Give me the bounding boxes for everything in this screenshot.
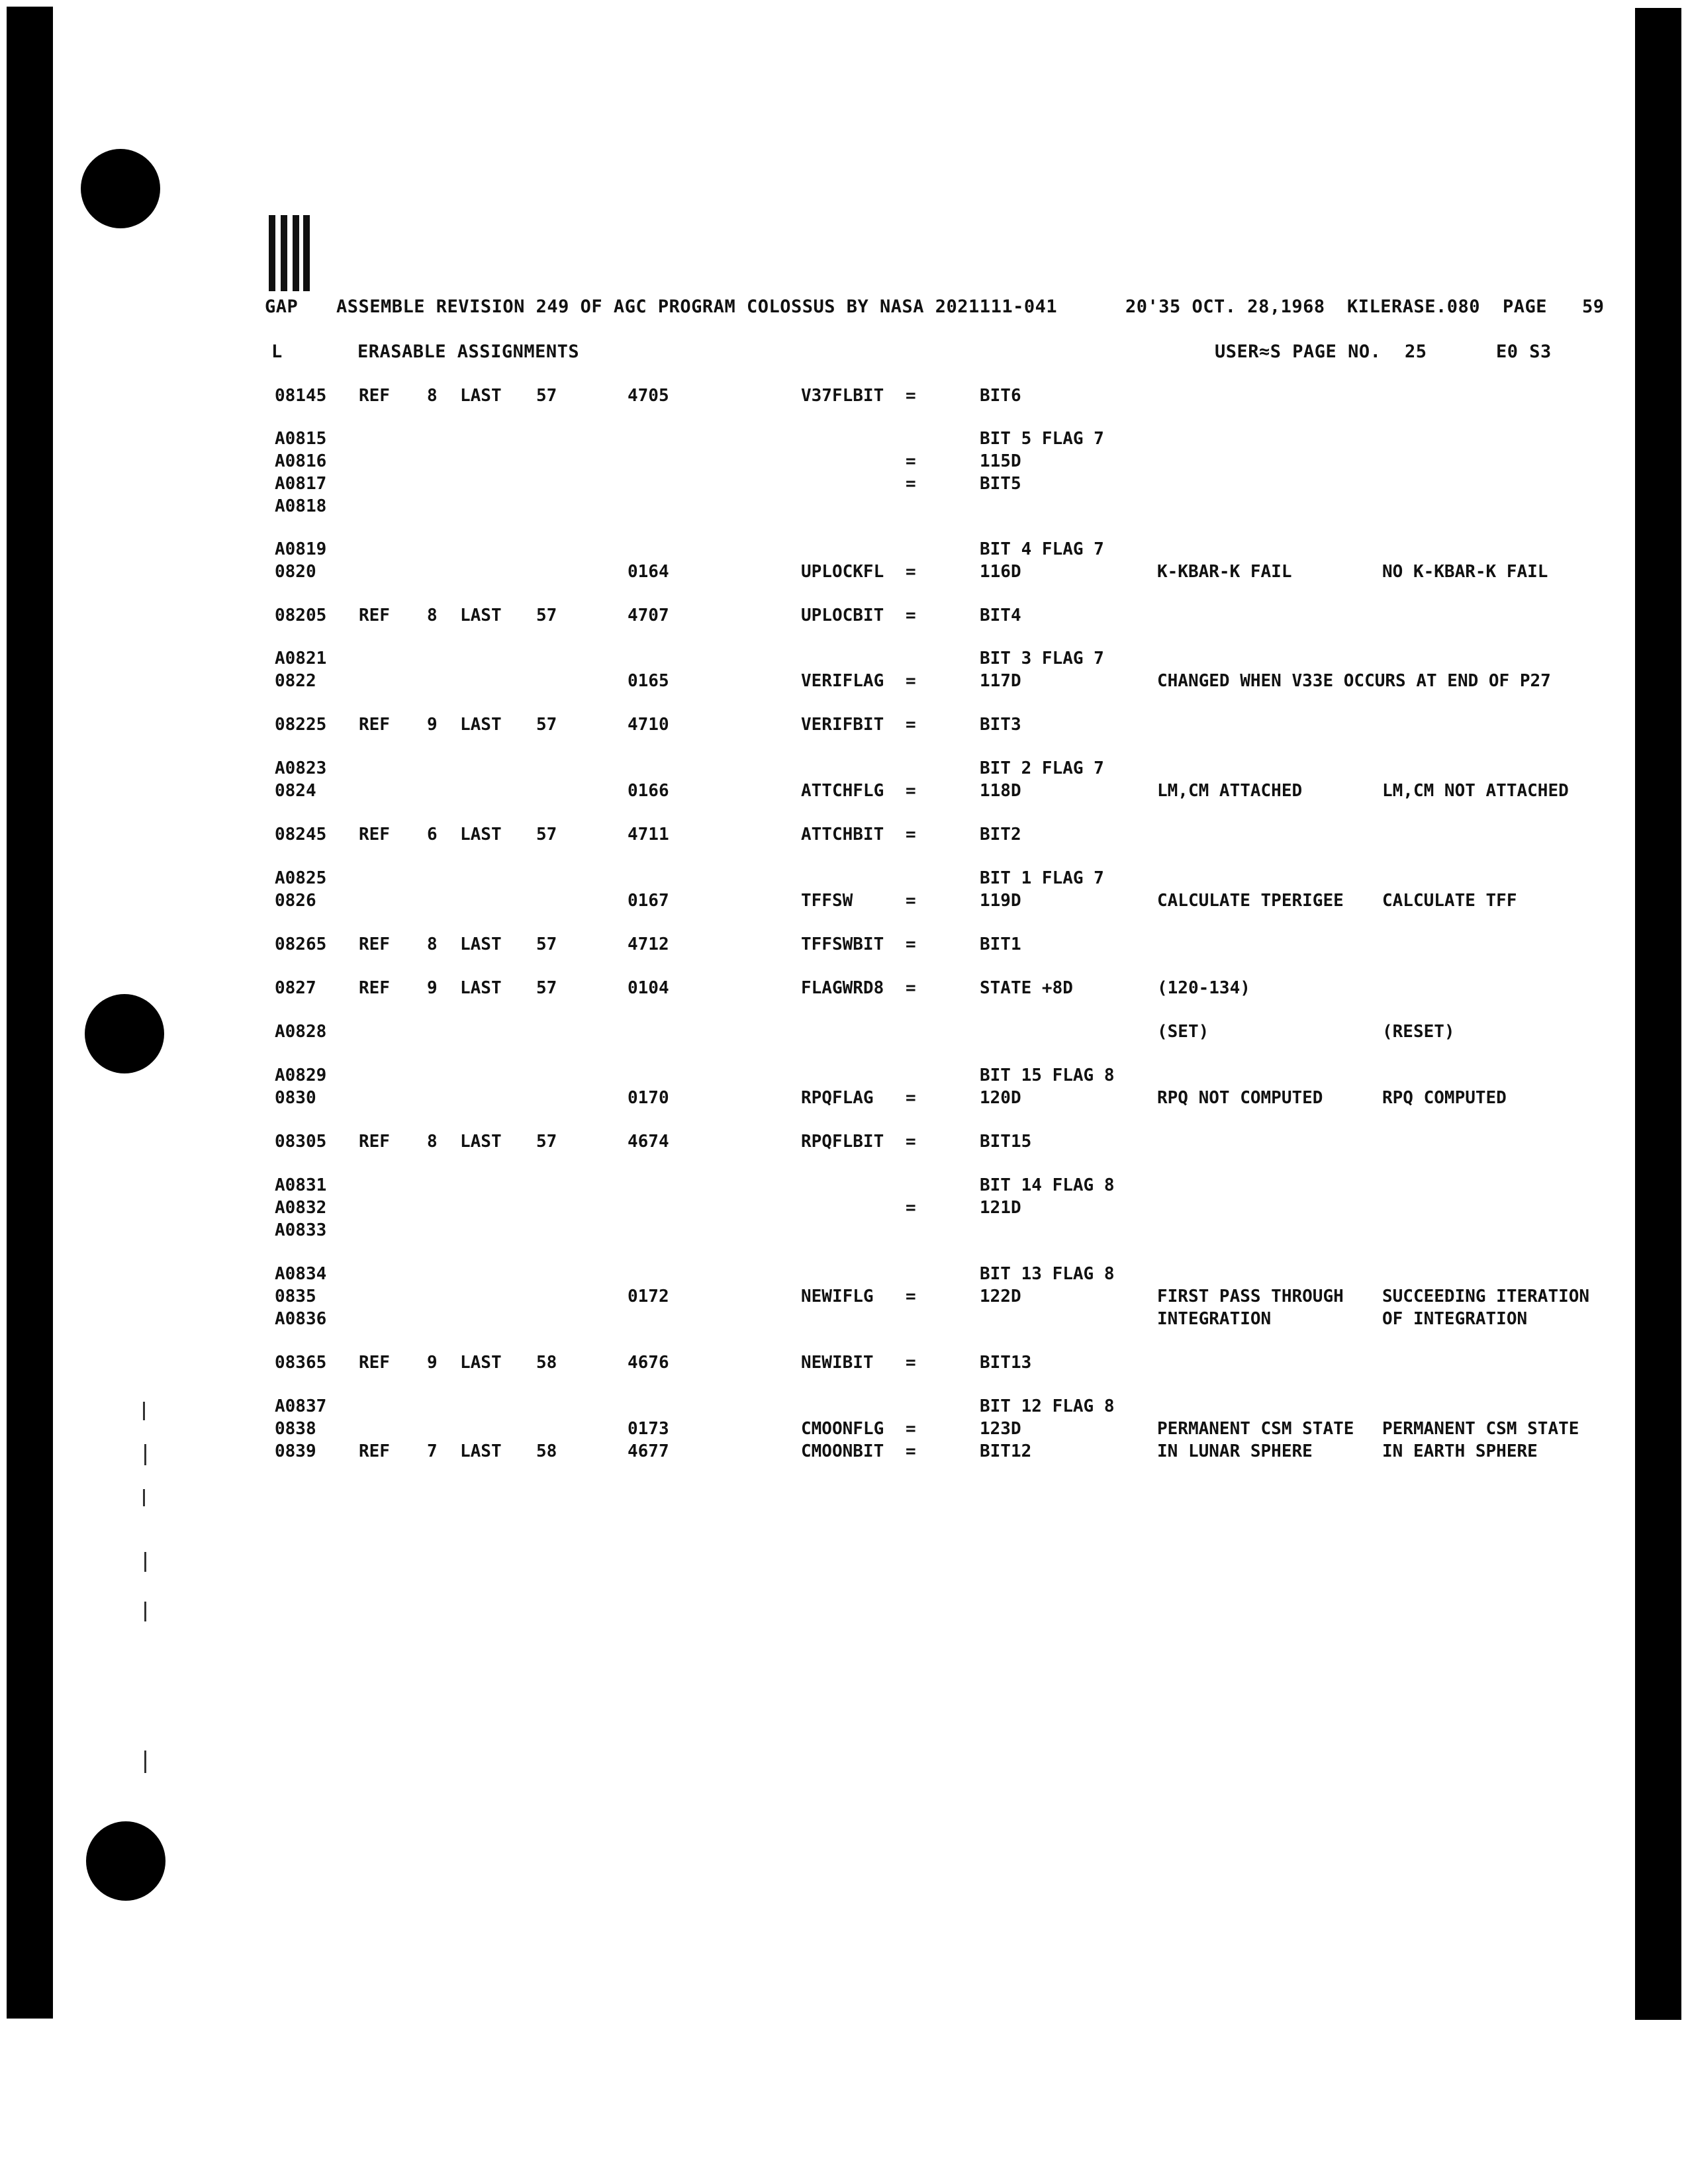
cell-ref: REF xyxy=(359,386,390,406)
cell-sym: RPQFLBIT xyxy=(801,1132,884,1152)
cell-set: LM,CM ATTACHED xyxy=(1157,781,1303,801)
cell-pg: 57 xyxy=(536,386,557,406)
cell-eq: = xyxy=(906,1198,916,1218)
cell-pg: 57 xyxy=(536,715,557,735)
cell-pg: 57 xyxy=(536,606,557,625)
cell-ln: 08205 xyxy=(275,606,327,625)
cell-addr: 4705 xyxy=(628,386,669,406)
cell-n: 8 xyxy=(427,606,438,625)
cell-eq: = xyxy=(906,934,916,954)
cell-ln: 0838 xyxy=(275,1419,316,1439)
scan-edge-left xyxy=(7,7,53,2019)
cell-ln: 0839 xyxy=(275,1441,316,1461)
cell-addr: 0167 xyxy=(628,891,669,911)
cell-set: CALCULATE TPERIGEE xyxy=(1157,891,1344,911)
punch-hole-middle xyxy=(85,994,164,1073)
cell-last: LAST xyxy=(460,934,502,954)
cell-reset: CALCULATE TFF xyxy=(1382,891,1517,911)
cell-val: BIT1 xyxy=(980,934,1021,954)
cell-ln: A0836 xyxy=(275,1309,327,1329)
cell-sym: CMOONBIT xyxy=(801,1441,884,1461)
cell-last: LAST xyxy=(460,1353,502,1373)
cell-ln: 0820 xyxy=(275,562,316,582)
cell-n: 6 xyxy=(427,825,438,844)
cell-addr: 0164 xyxy=(628,562,669,582)
margin-tick xyxy=(144,1444,146,1465)
cell-pg: 58 xyxy=(536,1441,557,1461)
cell-pg: 57 xyxy=(536,1132,557,1152)
cell-ln: A0834 xyxy=(275,1264,327,1284)
cell-reset: SUCCEEDING ITERATION xyxy=(1382,1287,1590,1306)
user-page-label: USER≈S PAGE NO. xyxy=(1215,341,1382,362)
cell-ln: 0835 xyxy=(275,1287,316,1306)
cell-sym: VERIFLAG xyxy=(801,671,884,691)
cell-last: LAST xyxy=(460,715,502,735)
cell-eq: = xyxy=(906,386,916,406)
cell-val: BIT 3 FLAG 7 xyxy=(980,649,1104,668)
cell-n: 7 xyxy=(427,1441,438,1461)
cell-eq: = xyxy=(906,1088,916,1108)
cell-set: (120-134) xyxy=(1157,978,1250,998)
cell-last: LAST xyxy=(460,978,502,998)
margin-tick xyxy=(144,1602,146,1621)
cell-val: BIT6 xyxy=(980,386,1021,406)
cell-pg: 58 xyxy=(536,1353,557,1373)
cell-sym: NEWIBIT xyxy=(801,1353,874,1373)
cell-eq: = xyxy=(906,891,916,911)
cell-val: BIT13 xyxy=(980,1353,1032,1373)
cell-ln: 08305 xyxy=(275,1132,327,1152)
cell-val: BIT 14 FLAG 8 xyxy=(980,1175,1115,1195)
cell-eq: = xyxy=(906,474,916,494)
cell-sym: CMOONFLG xyxy=(801,1419,884,1439)
header-kilerase: KILERASE.080 xyxy=(1347,296,1481,317)
header-prefix: GAP xyxy=(265,296,299,317)
cell-eq: = xyxy=(906,715,916,735)
cell-n: 9 xyxy=(427,715,438,735)
cell-ref: REF xyxy=(359,606,390,625)
cell-sym: NEWIFLG xyxy=(801,1287,874,1306)
cell-val: BIT 4 FLAG 7 xyxy=(980,539,1104,559)
cell-ln: A0829 xyxy=(275,1066,327,1085)
cell-sym: FLAGWRD8 xyxy=(801,978,884,998)
header-page-number: 59 xyxy=(1582,296,1605,317)
cell-val: BIT12 xyxy=(980,1441,1032,1461)
cell-ln: A0815 xyxy=(275,429,327,449)
cell-val: 118D xyxy=(980,781,1021,801)
cell-addr: 0173 xyxy=(628,1419,669,1439)
cell-eq: = xyxy=(906,781,916,801)
cell-set: IN LUNAR SPHERE xyxy=(1157,1441,1313,1461)
cell-val: 115D xyxy=(980,451,1021,471)
cell-val: STATE +8D xyxy=(980,978,1073,998)
cell-ln: 08265 xyxy=(275,934,327,954)
cell-ln: A0831 xyxy=(275,1175,327,1195)
margin-tick xyxy=(143,1402,145,1420)
cell-ln: 08225 xyxy=(275,715,327,735)
cell-pg: 57 xyxy=(536,825,557,844)
cell-last: LAST xyxy=(460,1441,502,1461)
user-page-number: 25 xyxy=(1405,341,1427,362)
section-letter: L xyxy=(271,341,283,362)
cell-ln: A0825 xyxy=(275,868,327,888)
cell-ln: 0830 xyxy=(275,1088,316,1108)
cell-ln: A0816 xyxy=(275,451,327,471)
cell-ln: 08245 xyxy=(275,825,327,844)
cell-eq: = xyxy=(906,1287,916,1306)
cell-reset: IN EARTH SPHERE xyxy=(1382,1441,1538,1461)
cell-last: LAST xyxy=(460,386,502,406)
cell-addr: 4676 xyxy=(628,1353,669,1373)
margin-tick xyxy=(143,1489,145,1506)
cell-val: BIT4 xyxy=(980,606,1021,625)
cell-val: BIT 2 FLAG 7 xyxy=(980,758,1104,778)
cell-eq: = xyxy=(906,562,916,582)
cell-val: 117D xyxy=(980,671,1021,691)
cell-addr: 0104 xyxy=(628,978,669,998)
cell-ref: REF xyxy=(359,1441,390,1461)
cell-addr: 4707 xyxy=(628,606,669,625)
cell-reset: PERMANENT CSM STATE xyxy=(1382,1419,1579,1439)
cell-addr: 0166 xyxy=(628,781,669,801)
cell-ln: A0828 xyxy=(275,1022,327,1042)
cell-reset: RPQ COMPUTED xyxy=(1382,1088,1507,1108)
scan-edge-right xyxy=(1635,8,1681,2020)
header-code: E0 S3 xyxy=(1496,341,1552,362)
cell-eq: = xyxy=(906,671,916,691)
cell-n: 8 xyxy=(427,1132,438,1152)
cell-eq: = xyxy=(906,606,916,625)
cell-ln: A0823 xyxy=(275,758,327,778)
cell-sym: UPLOCBIT xyxy=(801,606,884,625)
cell-addr: 4712 xyxy=(628,934,669,954)
margin-tick xyxy=(144,1552,146,1572)
cell-val: BIT2 xyxy=(980,825,1021,844)
cell-eq: = xyxy=(906,1441,916,1461)
cell-eq: = xyxy=(906,825,916,844)
punch-hole-bottom xyxy=(86,1821,165,1901)
margin-tick xyxy=(144,1751,146,1773)
cell-val: BIT15 xyxy=(980,1132,1032,1152)
cell-sym: ATTCHFLG xyxy=(801,781,884,801)
cell-ln: A0817 xyxy=(275,474,327,494)
cell-reset: OF INTEGRATION xyxy=(1382,1309,1528,1329)
cell-set: RPQ NOT COMPUTED xyxy=(1157,1088,1323,1108)
cell-pg: 57 xyxy=(536,934,557,954)
cell-sym: UPLOCKFL xyxy=(801,562,884,582)
cell-val: 122D xyxy=(980,1287,1021,1306)
cell-ref: REF xyxy=(359,1353,390,1373)
cell-ref: REF xyxy=(359,825,390,844)
cell-val: BIT5 xyxy=(980,474,1021,494)
cell-sym: V37FLBIT xyxy=(801,386,884,406)
punch-hole-top xyxy=(81,149,160,228)
cell-addr: 4677 xyxy=(628,1441,669,1461)
cell-ln: A0832 xyxy=(275,1198,327,1218)
cell-sym: VERIFBIT xyxy=(801,715,884,735)
cell-val: BIT3 xyxy=(980,715,1021,735)
header-timestamp: 20'35 OCT. 28,1968 xyxy=(1125,296,1325,317)
cell-sym: TFFSWBIT xyxy=(801,934,884,954)
cell-ln: 0827 xyxy=(275,978,316,998)
cell-last: LAST xyxy=(460,606,502,625)
cell-ref: REF xyxy=(359,934,390,954)
section-title: ERASABLE ASSIGNMENTS xyxy=(357,341,580,362)
cell-addr: 4710 xyxy=(628,715,669,735)
cell-val: BIT 15 FLAG 8 xyxy=(980,1066,1115,1085)
cell-val: BIT 12 FLAG 8 xyxy=(980,1396,1115,1416)
cell-ln: A0833 xyxy=(275,1220,327,1240)
cell-sym: RPQFLAG xyxy=(801,1088,874,1108)
cell-n: 9 xyxy=(427,978,438,998)
cell-ln: A0819 xyxy=(275,539,327,559)
cell-reset: (RESET) xyxy=(1382,1022,1455,1042)
cell-reset: NO K-KBAR-K FAIL xyxy=(1382,562,1548,582)
cell-val: BIT 1 FLAG 7 xyxy=(980,868,1104,888)
printer-registration-mark xyxy=(266,215,312,291)
cell-eq: = xyxy=(906,1419,916,1439)
cell-set: PERMANENT CSM STATE xyxy=(1157,1419,1354,1439)
cell-ref: REF xyxy=(359,715,390,735)
cell-ref: REF xyxy=(359,1132,390,1152)
cell-val: 120D xyxy=(980,1088,1021,1108)
cell-ln: A0837 xyxy=(275,1396,327,1416)
cell-set: CHANGED WHEN V33E OCCURS AT END OF P27 xyxy=(1157,671,1551,691)
cell-eq: = xyxy=(906,1353,916,1373)
cell-n: 8 xyxy=(427,386,438,406)
cell-set: (SET) xyxy=(1157,1022,1209,1042)
cell-addr: 4674 xyxy=(628,1132,669,1152)
cell-ln: 08365 xyxy=(275,1353,327,1373)
cell-set: INTEGRATION xyxy=(1157,1309,1272,1329)
cell-ln: A0818 xyxy=(275,496,327,516)
cell-addr: 0170 xyxy=(628,1088,669,1108)
cell-ln: 08145 xyxy=(275,386,327,406)
cell-eq: = xyxy=(906,978,916,998)
cell-val: 123D xyxy=(980,1419,1021,1439)
cell-pg: 57 xyxy=(536,978,557,998)
cell-set: K-KBAR-K FAIL xyxy=(1157,562,1292,582)
cell-sym: ATTCHBIT xyxy=(801,825,884,844)
cell-ln: 0822 xyxy=(275,671,316,691)
cell-val: 116D xyxy=(980,562,1021,582)
cell-reset: LM,CM NOT ATTACHED xyxy=(1382,781,1569,801)
cell-ln: A0821 xyxy=(275,649,327,668)
cell-set: FIRST PASS THROUGH xyxy=(1157,1287,1344,1306)
cell-n: 9 xyxy=(427,1353,438,1373)
cell-val: BIT 13 FLAG 8 xyxy=(980,1264,1115,1284)
cell-n: 8 xyxy=(427,934,438,954)
cell-last: LAST xyxy=(460,1132,502,1152)
cell-val: 119D xyxy=(980,891,1021,911)
cell-sym: TFFSW xyxy=(801,891,853,911)
cell-ref: REF xyxy=(359,978,390,998)
cell-ln: 0826 xyxy=(275,891,316,911)
cell-last: LAST xyxy=(460,825,502,844)
cell-ln: 0824 xyxy=(275,781,316,801)
header-page-label: PAGE xyxy=(1503,296,1548,317)
cell-val: 121D xyxy=(980,1198,1021,1218)
cell-addr: 0172 xyxy=(628,1287,669,1306)
cell-addr: 4711 xyxy=(628,825,669,844)
header-assembly-line: ASSEMBLE REVISION 249 OF AGC PROGRAM COLOSSUS BY NASA 2021111-041 xyxy=(336,296,1058,317)
cell-eq: = xyxy=(906,1132,916,1152)
cell-addr: 0165 xyxy=(628,671,669,691)
cell-val: BIT 5 FLAG 7 xyxy=(980,429,1104,449)
cell-eq: = xyxy=(906,451,916,471)
